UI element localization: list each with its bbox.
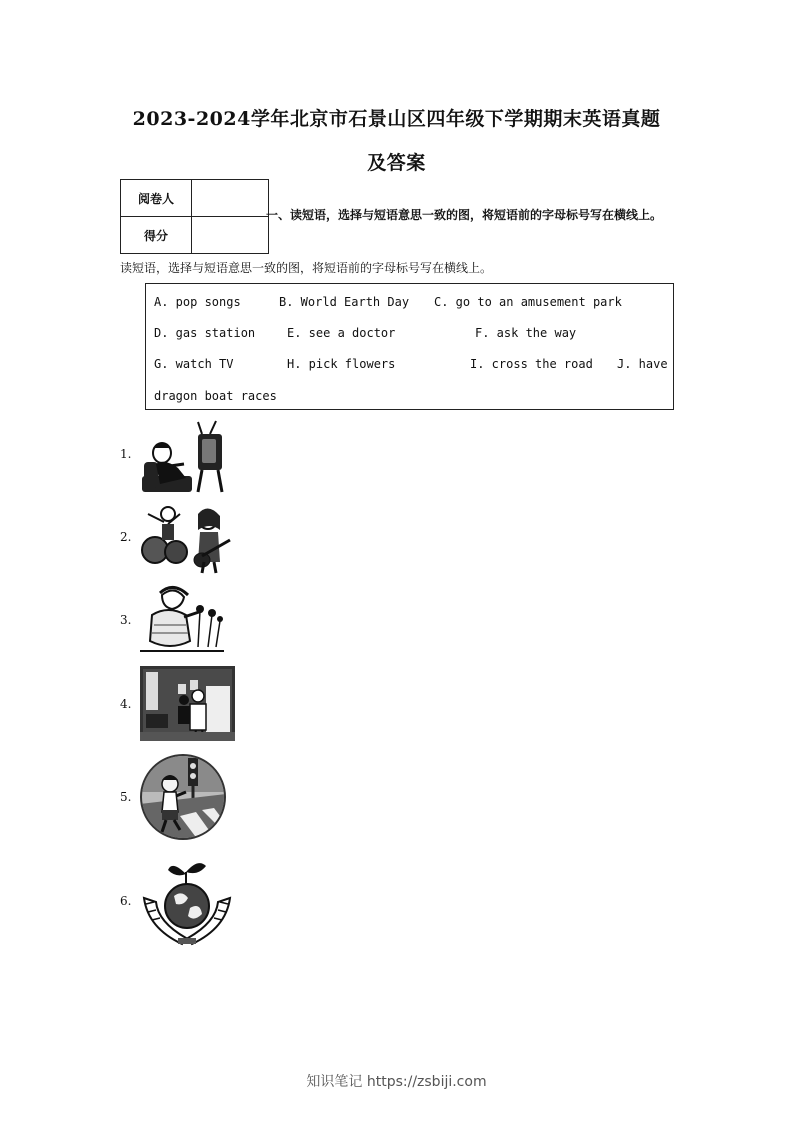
watching-tv-icon bbox=[140, 418, 226, 494]
option-e: E. see a doctor bbox=[287, 326, 396, 340]
doctor-visit-icon bbox=[140, 666, 235, 741]
instruction-text: 读短语，选择与短语意思一致的图，将短语前的字母标号写在横线上。 bbox=[120, 261, 493, 275]
question-number-2: 2. bbox=[120, 530, 132, 544]
question-number-3: 3. bbox=[120, 613, 132, 627]
question-number-6: 6. bbox=[120, 894, 132, 908]
option-j-continued: dragon boat races bbox=[154, 389, 277, 403]
page-title-line2: 及答案 bbox=[367, 152, 426, 174]
score-table bbox=[120, 179, 269, 254]
section-heading: 一、读短语，选择与短语意思一致的图，将短语前的字母标号写在横线上。 bbox=[266, 208, 663, 222]
page-title: 2023-2024学年北京市石景山区四年级下学期期末英语真题 bbox=[132, 108, 661, 130]
option-d: D. gas station bbox=[154, 326, 256, 340]
option-g: G. watch TV bbox=[154, 357, 234, 371]
question-number-5: 5. bbox=[120, 790, 132, 804]
options-box bbox=[145, 283, 674, 410]
option-b: B. World Earth Day bbox=[279, 295, 410, 309]
score-box[interactable] bbox=[192, 217, 269, 254]
band-playing-icon bbox=[140, 500, 234, 574]
question-number-4: 4. bbox=[120, 697, 132, 711]
crossing-road-icon bbox=[140, 754, 226, 840]
score-label: 得分 bbox=[121, 217, 192, 254]
option-h: H. pick flowers bbox=[287, 357, 396, 371]
option-f: F. ask the way bbox=[475, 326, 577, 340]
earth-day-icon bbox=[142, 858, 232, 946]
option-i: I. cross the road bbox=[470, 357, 593, 371]
reviewer-box[interactable] bbox=[192, 180, 269, 217]
footer-watermark: 知识笔记 https://zsbiji.com bbox=[306, 1074, 487, 1090]
reviewer-label: 阅卷人 bbox=[121, 180, 192, 217]
option-j: J. have bbox=[617, 357, 668, 371]
option-c: C. go to an amusement park bbox=[434, 295, 622, 309]
question-number-1: 1. bbox=[120, 447, 132, 461]
option-a: A. pop songs bbox=[154, 295, 241, 309]
picking-flowers-icon bbox=[138, 585, 226, 655]
